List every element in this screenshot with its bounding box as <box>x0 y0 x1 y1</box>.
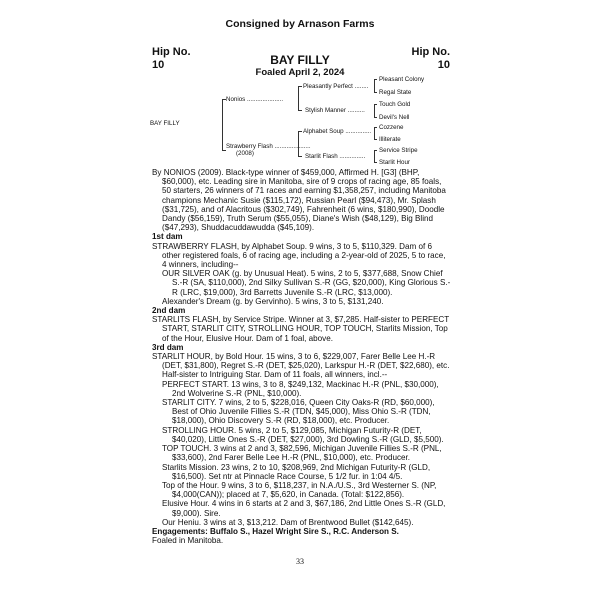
pedigree-sire-sire: Pleasantly Perfect ........ <box>303 83 369 90</box>
produce-starlits-mission: Starlits Mission. 23 wins, 2 to 10, $208,969, 2nd Michigan Futurity-R (GLD, $16,500). Set ntr at Pinnacle Race Course, 5 1/2 fur. in 1:04 4/5. <box>162 462 431 481</box>
hip-number: 10 <box>152 59 165 71</box>
pedigree-g3-2: Regal State <box>379 89 412 96</box>
produce-our-heniu: Our Heniu. 3 wins at 3, $13,212. Dam of Brentwood Bullet ($142,645). <box>162 517 414 527</box>
produce-strolling-hour: STROLLING HOUR. 5 wins, 2 to 5, $129,085, Michigan Futurity-R (DET, $40,020), Little Ones S.-R (DET, $27,000), 3rd Dowling S.-R (GLD, $5,500). <box>162 425 444 444</box>
horse-description: BAY FILLY <box>270 53 330 67</box>
pedigree-g3-6: Illiterate <box>379 136 401 143</box>
first-dam-heading: 1st dam <box>152 232 183 242</box>
pedigree-sire: Nonios ..................... <box>226 96 284 103</box>
pedigree-g3-5: Cozzene <box>379 124 404 131</box>
hip-label: Hip No. <box>152 46 191 58</box>
pedigree-g3-7: Service Stripe <box>379 147 418 154</box>
produce-perfect-start: PERFECT START. 13 wins, 3 to 8, $249,132, Mackinac H.-R (PNL, $30,000), 2nd Wolverine S.-R (PNL, $10,000). <box>162 379 439 398</box>
third-dam-heading: 3rd dam <box>152 342 184 352</box>
produce-starlit-city: STARLIT CITY. 7 wins, 2 to 5, $228,016, Queen City Oaks-R (RD, $60,000), Best of Ohio Juvenile Fillies S.-R (TDN, $45,000), Miss Ohio S.-R (TDN, $18,000), Ohio Discovery S.-R (RD, $18,000), etc. Producer. <box>162 398 435 426</box>
pedigree-dam-dam: Starlit Flash ............... <box>305 153 366 160</box>
hip-label: Hip No. <box>411 46 450 58</box>
page-number: 33 <box>296 557 304 566</box>
produce-our-silver-oak: OUR SILVER OAK (g. by Unusual Heat). 5 wins, 2 to 5, $377,688, Snow Chief S.-R (SA, $110,000), 2nd Silky Sullivan S.-R (GG, $20,000), King Glorious S.-R (LRC, $19,000), 3rd Barretts Juvenile S.-R (LRC, $13,000). <box>162 269 451 297</box>
first-dam-paragraph: STRAWBERRY FLASH, by Alphabet Soup. 9 wins, 3 to 5, $110,329. Dam of 6 other registered foals, 6 of racing age, including a 2-year-old of 2025, 5 to race, 4 winners, including-- <box>152 241 446 270</box>
catalog-body <box>152 168 452 545</box>
produce-elusive-hour: Elusive Hour. 4 wins in 6 starts at 2 and 3, $67,186, 2nd Little Ones S.-R (GLD, $9,000). Sire. <box>162 499 446 518</box>
engagements: Engagements: Buffalo S., Hazel Wright Sire S., R.C. Anderson S. <box>152 526 399 536</box>
produce-top-of-the-hour: Top of the Hour. 9 wins, 3 to 6, $118,237, in N.A./U.S., 3rd Westerner S. (NP, $4,000(CAN)); placed at 7, $5,620, in Canada. (Total: $122,856). <box>162 480 437 500</box>
pedigree-dam-year: (2008) <box>236 150 254 157</box>
pedigree-dam-sire: Alphabet Soup ............... <box>303 128 372 135</box>
third-dam-paragraph: STARLIT HOUR, by Bold Hour. 15 wins, 3 to 6, $229,007, Farer Belle Lee H.-R (DET, $31,800), Regret S.-R (DET, $25,020), Larkspur H.-R (DET, $22,680), etc. Half-sister to Intriguing Star. Dam of 11 foals, all winners, incl.-- <box>152 352 450 380</box>
pedigree-g3-1: Pleasant Colony <box>379 76 425 83</box>
foaled-date: Foaled April 2, 2024 <box>255 67 345 78</box>
pedigree-dam: Strawberry Flash ..................... <box>226 143 311 150</box>
foaled-in: Foaled in Manitoba. <box>152 536 224 546</box>
pedigree-g3-4: Devil's Nell <box>379 114 410 121</box>
produce-alexanders-dream: Alexander's Dream (g. by Gervinho). 5 wins, 3 to 5, $131,240. <box>162 296 384 306</box>
produce-top-touch: TOP TOUCH. 3 wins at 2 and 3, $82,596, Michigan Juvenile Fillies S.-R (PNL, $33,600), 2nd Farer Belle Lee H.-R (PNL, $10,000), etc. Producer. <box>162 444 442 463</box>
sire-paragraph: By NONIOS (2009). Black-type winner of $459,000, Affirmed H. [G3] (BHP, $60,000), etc. Leading sire in Manitoba, sire of 9 crops of racing age, 85 foals, 50 starters, 26 winners of 71 races and earning $1,358,257, including Manitoba champions Mechanic Susie ($115,172), Russian Pearl ($94,473), Mr. Splash ($31,725), and of Alacritous ($302,749), Fahrenheit (6 wins, $180,990), Doodle Dandy ($56,159), Truth Serum ($55,055), Diane's Wish ($48,129), Big Blind ($47,293), Shuddacuddawudda ($45,109). <box>152 168 446 233</box>
hip-number: 10 <box>437 59 450 71</box>
pedigree-g3-8: Starlit Hour <box>379 159 410 166</box>
pedigree-subject: BAY FILLY <box>150 120 180 127</box>
second-dam-heading: 2nd dam <box>152 306 186 316</box>
consignor-line: Consigned by Arnason Farms <box>225 18 375 30</box>
pedigree-g3-3: Touch Gold <box>379 101 411 108</box>
second-dam-paragraph: STARLITS FLASH, by Service Stripe. Winner at 3, $7,285. Half-sister to PERFECT START, STARLIT CITY, STROLLING HOUR, TOP TOUCH, Starlits Mission, Top of the Hour, Elusive Hour. Dam of 1 foal, above. <box>152 315 450 343</box>
pedigree-sire-dam: Stylish Manner .......... <box>305 107 365 114</box>
